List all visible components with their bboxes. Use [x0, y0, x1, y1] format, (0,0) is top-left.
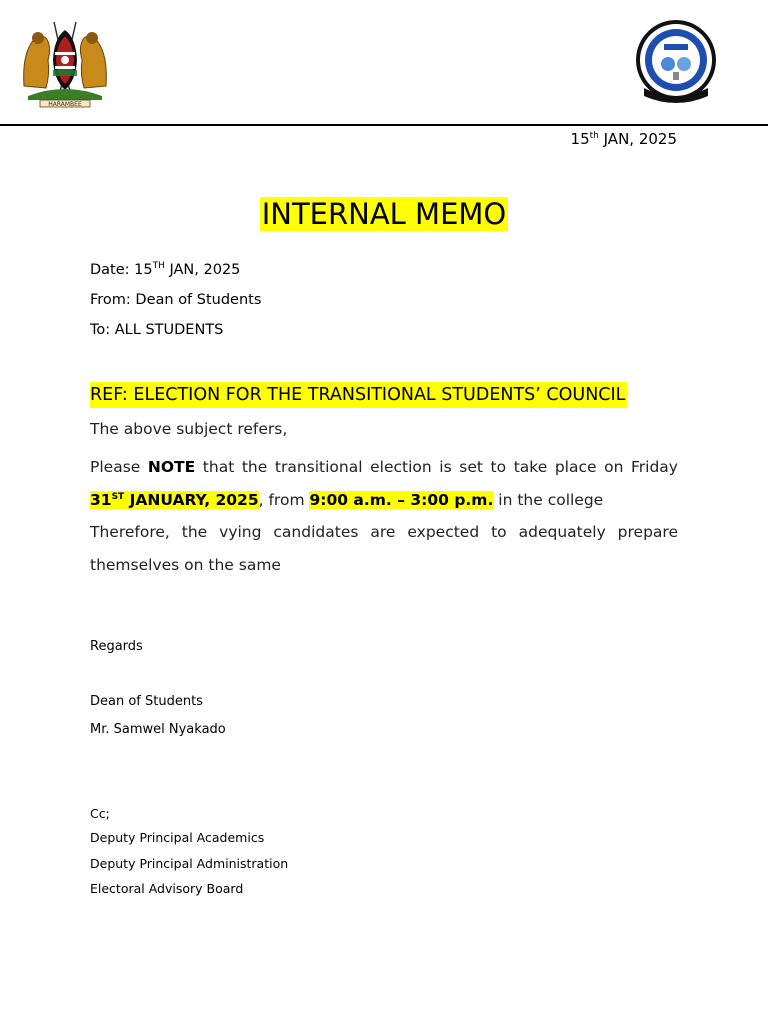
note-emphasis: NOTE: [147, 458, 196, 476]
memo-to: To: ALL STUDENTS: [90, 322, 224, 338]
paragraph-instructions: Therefore, the vying candidates are expected to adequately prepare themselves on the same: [90, 523, 678, 574]
signatory-title: Dean of Students: [90, 694, 203, 709]
signatory-name: Mr. Samwel Nyakado: [90, 722, 226, 737]
memo-title: INTERNAL MEMO: [261, 197, 507, 231]
header-date: 15th JAN, 2025: [570, 130, 677, 148]
election-date-highlight: 31ST JANUARY, 2025: [90, 491, 259, 509]
college-logo: [634, 18, 718, 108]
cc-list-item: Electoral Advisory Board: [90, 881, 244, 896]
coat-of-arms-logo: [18, 16, 112, 108]
cc-list-item: Deputy Principal Academics: [90, 830, 265, 845]
paragraph-election-notice: Please NOTE that the transitional election is set to take place on Friday 31ST JANUARY, 2025, from 9:00 a.m. – 3:00 p.m. in the college: [90, 458, 678, 509]
memo-from: From: Dean of Students: [90, 292, 262, 308]
memo-reference: REF: ELECTION FOR THE TRANSITIONAL STUDENTS’ COUNCIL: [90, 382, 627, 408]
paragraph-subject: The above subject refers,: [90, 420, 288, 438]
header-divider: [0, 124, 768, 126]
memo-date: Date: 15TH JAN, 2025: [90, 261, 241, 278]
cc-label: Cc;: [90, 806, 110, 821]
election-time-highlight: 9:00 a.m. – 3:00 p.m.: [309, 491, 494, 509]
svg-text:HARAMBEE: HARAMBEE: [48, 101, 82, 108]
cc-list-item: Deputy Principal Administration: [90, 856, 289, 871]
closing-regards: Regards: [90, 639, 143, 654]
